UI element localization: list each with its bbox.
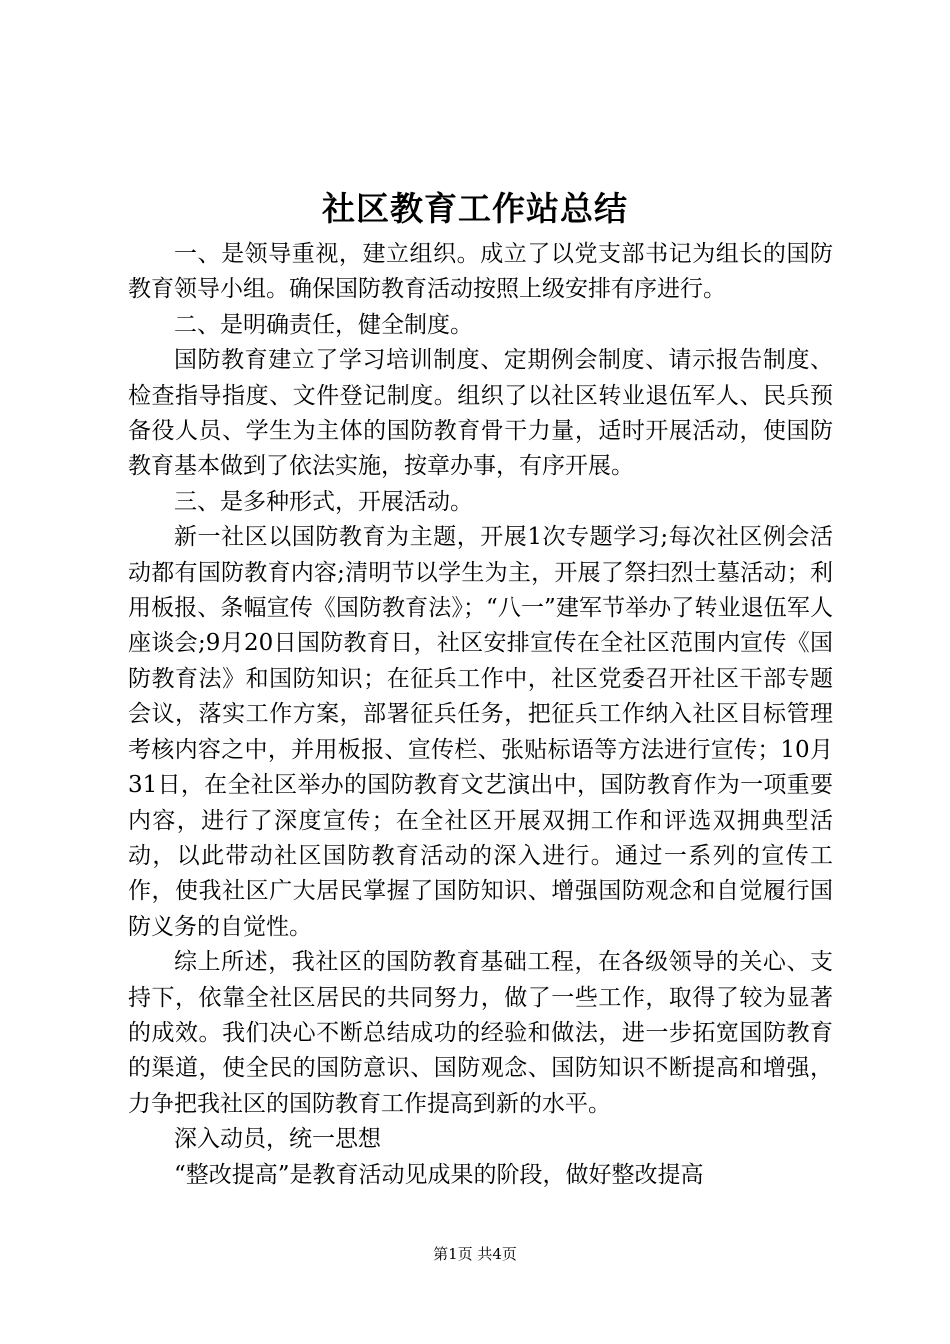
paragraph-3: 国防教育建立了学习培训制度、定期例会制度、请示报告制度、检查指导指度、文件登记制度。组织了以社区转业退伍军人、民兵预备役人员、学生为主体的国防教育骨干力量，适时开展活动，使国防教育基本做到了依法实施，按章办事，有序开展。 [128, 347, 833, 480]
page-number-footer: 第1页 共4页 [433, 1245, 517, 1263]
paragraph-4: 三、是多种形式，开展活动。 [174, 488, 473, 515]
paragraph-1: 一、是领导重视，建立组织。成立了以党支部书记为组长的国防教育领导小组。确保国防教育活动按照上级安排有序进行。 [128, 241, 833, 303]
paragraph-2: 二、是明确责任，健全制度。 [174, 311, 473, 338]
paragraph-6: 综上所述，我社区的国防教育基础工程，在各级领导的关心、支持下，依靠全社区居民的共同努力，做了一些工作，取得了较为显著的成效。我们决心不断总结成功的经验和做法，进一步拓宽国防教育的渠道，使全民的国防意识、国防观念、国防知识不断提高和增强，力争把我社区的国防教育工作提高到新的水平。 [128, 949, 833, 1117]
paragraph-7: 深入动员，统一思想 [174, 1126, 381, 1153]
document-body [128, 237, 833, 1193]
paragraph-5: 新一社区以国防教育为主题，开展1次专题学习;每次社区例会活动都有国防教育内容;清明节以学生为主，开展了祭扫烈士墓活动；利用板报、条幅宣传《国防教育法》；“八一”建军节举办了转业退伍军人座谈会;9月20日国防教育日，社区安排宣传在全社区范围内宣传《国防教育法》和国防知识；在征兵工作中，社区党委召开社区干部专题会议，落实工作方案，部署征兵任务，把征兵工作纳入社区目标管理考核内容之中，并用板报、宣传栏、张贴标语等方法进行宣传；10月31日，在全社区举办的国防教育文艺演出中，国防教育作为一项重要内容，进行了深度宣传；在全社区开展双拥工作和评选双拥典型活动，以此带动社区国防教育活动的深入进行。通过一系列的宣传工作，使我社区广大居民掌握了国防知识、增强国防观念和自觉履行国防义务的自觉性。 [128, 524, 833, 940]
paragraph-8: “整改提高”是教育活动见成果的阶段，做好整改提高 [174, 1161, 704, 1188]
document-title: 社区教育工作站总结 [322, 189, 628, 228]
